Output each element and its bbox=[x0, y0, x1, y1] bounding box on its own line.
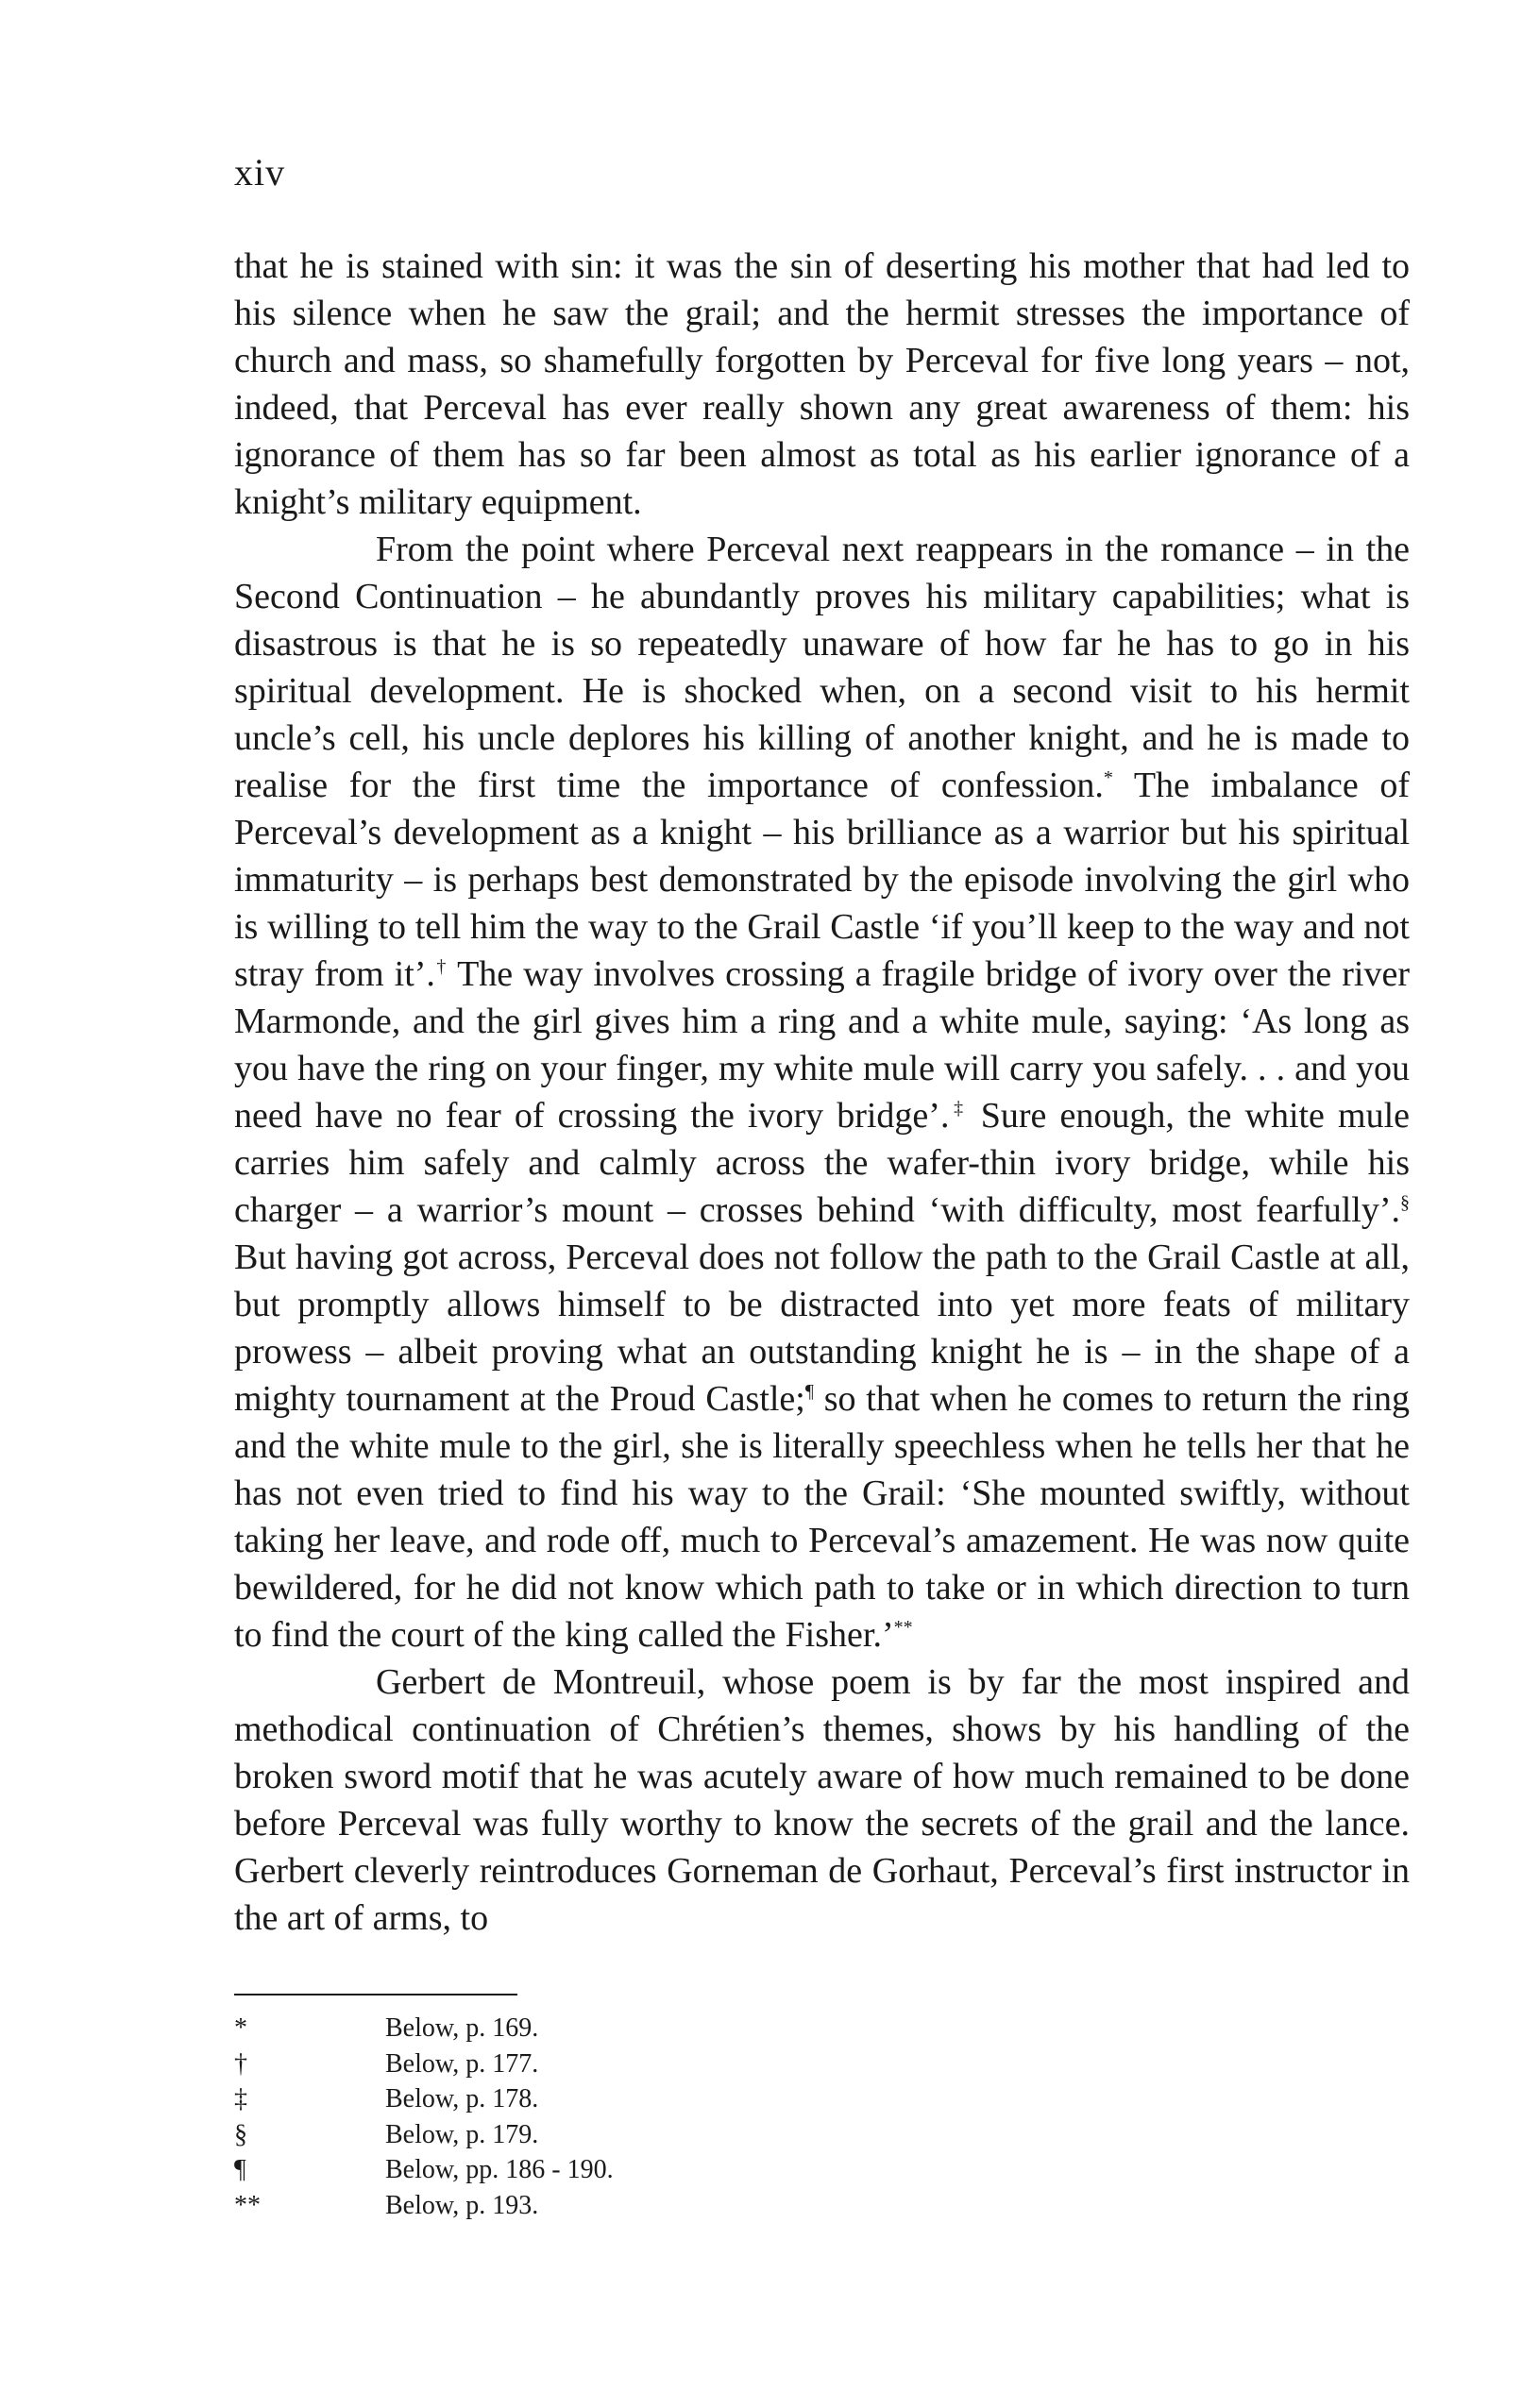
footnote-reference: † bbox=[434, 956, 448, 977]
footnote-mark: * bbox=[234, 2013, 247, 2043]
body-text bbox=[234, 243, 1410, 1942]
page-number: xiv bbox=[234, 151, 286, 194]
footnote-text: Below, pp. 186 - 190. bbox=[385, 2155, 614, 2184]
footnote-text: Below, p. 177. bbox=[385, 2048, 539, 2079]
paragraph-text: The imbalance of Perceval’s development as a knight – his brilliance as a warrior but his spiritual immaturity – is perhaps best demonstrated by the episode involving the girl who is willing to tell him the way to the Grail Castle ‘if you’ll keep to the way and not stray from it’. bbox=[234, 766, 1410, 994]
footnote-reference: * bbox=[1103, 767, 1113, 788]
paragraph-text: But having got across, Perceval does not follow the path to the Grail Castle at all, but promptly allows himself to be distracted into yet more feats of military prowess – albeit proving what an outstanding knight he is – in the shape of a mighty tournament at the Proud Castle; bbox=[234, 1238, 1410, 1419]
footnote-mark: ** bbox=[234, 2190, 261, 2220]
footnote-mark: ¶ bbox=[234, 2155, 246, 2184]
footnote-reference: § bbox=[1400, 1192, 1410, 1213]
footnote bbox=[234, 2081, 1084, 2117]
footnote-text: Below, p. 193. bbox=[385, 2190, 539, 2220]
footnote-rule bbox=[234, 1994, 517, 1995]
footnote-reference: ¶ bbox=[804, 1381, 814, 1402]
paragraph-text: From the point where Perceval next reappears in the romance – in the Second Continuation – he abundantly proves his military capabilities; what is disastrous is that he is so repeatedly unaware of how far he has to go in his spiritual development. He is shocked when, on a second visit to his hermit uncle’s cell, his uncle deplores his killing of another knight, and he is made to realise for the first time the importance of confession. bbox=[234, 530, 1410, 805]
footnote-mark: § bbox=[234, 2119, 247, 2149]
footnote-reference: ** bbox=[893, 1617, 913, 1638]
footnote bbox=[234, 2152, 1084, 2188]
footnote-text: Below, p. 169. bbox=[385, 2013, 539, 2043]
footnote-mark: † bbox=[234, 2048, 247, 2079]
paragraph-text: so that when he comes to return the ring and the white mule to the girl, she is literally speechless when he tells her that he has not even tried to find his way to the Grail: ‘She mounted swiftly, without taking her leave, and rode off, much to Perceval’s amazement. He was now quite bewildered, for he did not know which path to take or in which direction to turn to find the court of the king called the Fisher.’ bbox=[234, 1379, 1410, 1655]
paragraph-text: The way involves crossing a fragile bridge of ivory over the river Marmonde, and the girl gives him a ring and a white mule, saying: ‘As long as you have the ring on your finger, my white mule will carry you safely. . . and you need have no fear of crossing the ivory bridge’. bbox=[234, 954, 1410, 1136]
footnote-mark: ‡ bbox=[234, 2084, 247, 2113]
footnote bbox=[234, 2117, 1084, 2153]
paragraph-3: Gerbert de Montreuil, whose poem is by far the most inspired and methodical continuation of Chrétien’s themes, shows by his handling of the broken sword motif that he was acutely aware of how much remained to be done before Perceval was fully worthy to know the secrets of the grail and the lance. Gerbert cleverly reintroduces Gorneman de Gorhaut, Perceval’s first instructor in the art of arms, to bbox=[234, 1662, 1410, 1938]
footnote-text: Below, p. 179. bbox=[385, 2119, 539, 2149]
footnote bbox=[234, 2011, 1084, 2046]
paragraph-text: Sure enough, the white mule carries him safely and calmly across the wafer-thin ivory bridge, while his charger – a warrior’s mount – crosses behind ‘with difficulty, most fearfully’. bbox=[234, 1096, 1411, 1230]
footnote bbox=[234, 2046, 1084, 2082]
footnote-reference: ‡ bbox=[949, 1098, 968, 1119]
footnotes bbox=[234, 2011, 1084, 2223]
paragraph-1: that he is stained with sin: it was the sin of deserting his mother that had led to his silence when he saw the grail; and the hermit stresses the importance of church and mass, so shamefully forgotten by Perceval for five long years – not, indeed, that Perceval has ever really shown any great awareness of them: his ignorance of them has so far been almost as total as his earlier ignorance of a knight’s military equipment. bbox=[234, 246, 1410, 522]
footnote bbox=[234, 2188, 1084, 2224]
footnote-text: Below, p. 178. bbox=[385, 2084, 539, 2113]
paragraph-2 bbox=[234, 526, 1410, 1659]
